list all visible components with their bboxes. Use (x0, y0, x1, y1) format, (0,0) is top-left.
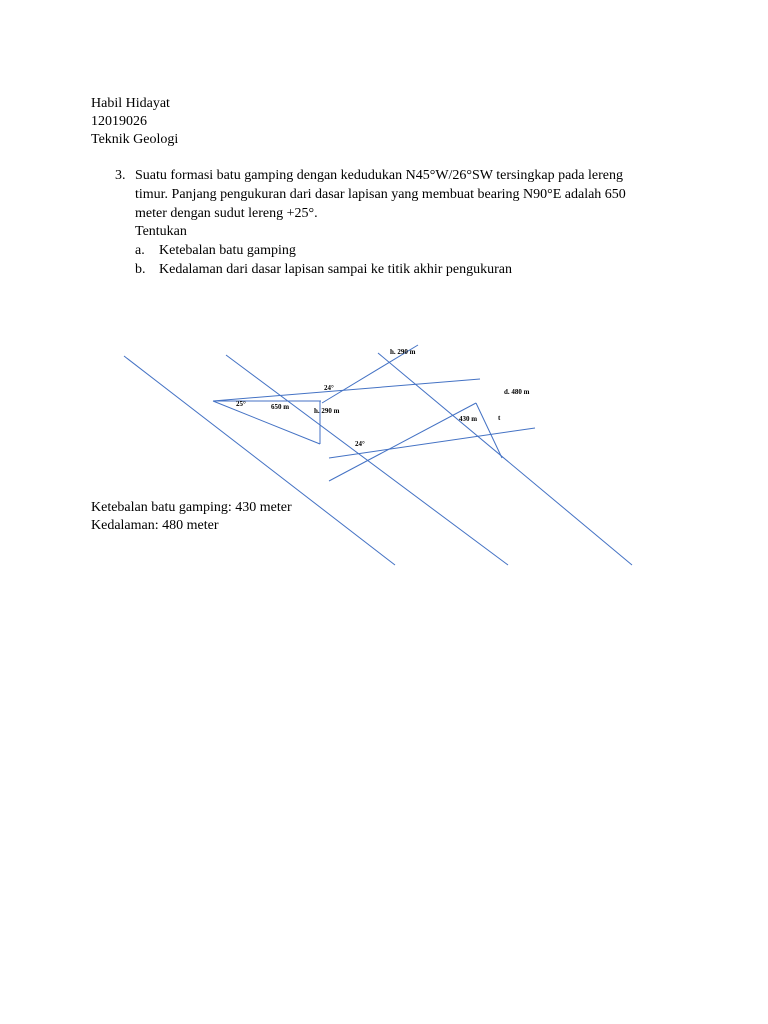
question-line-1: Suatu formasi batu gamping dengan kedudukan N45°W/26°SW tersingkap pada lereng (135, 168, 623, 183)
author-name: Habil Hidayat (91, 96, 170, 111)
label-t-430: 430 m (459, 415, 478, 423)
label-h-mid: h. 290 m (314, 407, 340, 415)
label-angle-24-top: 24° (324, 384, 334, 392)
question-line-4: Tentukan (135, 224, 187, 239)
study-program: Teknik Geologi (91, 132, 179, 147)
answer-depth: Kedalaman: 480 meter (91, 518, 219, 533)
option-b-text: Kedalaman dari dasar lapisan sampai ke titik akhir pengukuran (159, 262, 512, 277)
option-a-letter: a. (135, 243, 145, 258)
label-angle-24-bottom: 24° (355, 440, 365, 448)
option-b-letter: b. (135, 262, 146, 277)
dip-line-upper (213, 379, 480, 401)
label-t: t (498, 414, 501, 422)
label-angle-25: 25° (236, 400, 246, 408)
strike-line-3 (378, 353, 632, 565)
question-line-2: timur. Panjang pengukuran dari dasar lapisan yang membuat bearing N90°E adalah 650 (135, 187, 626, 202)
right-triangle-slope (329, 403, 476, 481)
question-number: 3. (115, 168, 126, 183)
answer-thickness: Ketebalan batu gamping: 430 meter (91, 500, 292, 515)
label-d-480: d. 480 m (504, 388, 530, 396)
strike-line-2 (226, 355, 508, 565)
student-id: 12019026 (91, 114, 147, 129)
option-a-text: Ketebalan batu gamping (159, 243, 296, 258)
label-h-top: h. 290 m (390, 348, 416, 356)
label-dist-650: 650 m (271, 403, 290, 411)
right-triangle-side (476, 403, 502, 458)
question-line-3: meter dengan sudut lereng +25°. (135, 206, 318, 221)
